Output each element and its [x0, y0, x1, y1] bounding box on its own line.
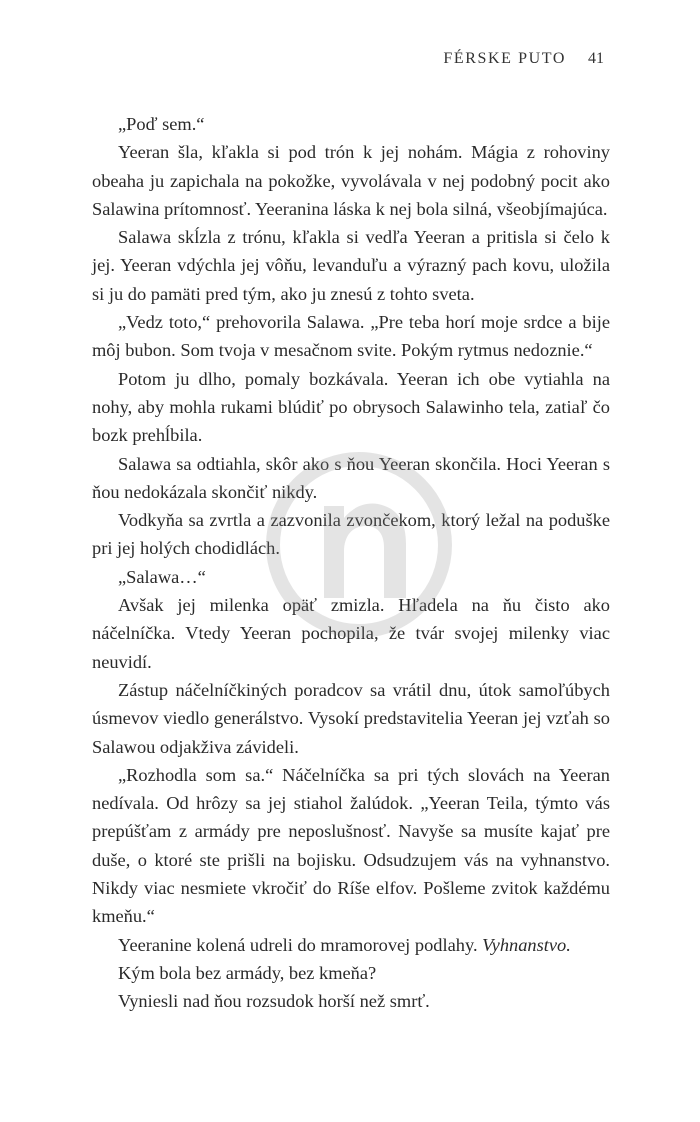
chapter-title: FÉRSKE PUTO — [443, 50, 566, 67]
paragraph: Vyniesli nad ňou rozsudok horší než smrť. — [118, 991, 430, 1012]
paragraph: Zástup náčelníčkiných poradcov sa vrátil dnu, útok samoľúbych úsmevov viedlo generálstvo. Vysokí predstavitelia Yeeran jej vzťah so Salawou odjakživa závideli. — [92, 679, 610, 757]
paragraph: Salawa sa odtiahla, skôr ako s ňou Yeeran skončila. Hoci Yeeran s ňou nedokázala skončiť nikdy. — [92, 453, 610, 502]
paragraph-text: Yeeranine kolená udreli do mramorovej podlahy. — [118, 934, 483, 955]
paragraph: Yeeran šla, kľakla si pod trón k jej nohám. Mágia z rohoviny obeaha ju zapichala na pokožke, vyvolávala v nej podobný pocit ako Salawina prítomnosť. Yeeranina láska k nej bola silná, všeobjímajúca. — [92, 142, 610, 219]
paragraph: Potom ju dlho, pomaly bozkávala. Yeeran ich obe vytiahla na nohy, aby mohla rukami blúdiť po obrysoch Salawinho tela, zatiaľ čo bozk prehĺbila. — [92, 368, 610, 446]
paragraph: „Poď sem.“ — [118, 114, 205, 134]
paragraph: Vodkyňa sa zvrtla a zazvonila zvončekom, ktorý ležal na poduške pri jej holých chodidlách. — [92, 510, 610, 559]
paragraph: Avšak jej milenka opäť zmizla. Hľadela na ňu čisto ako náčelníčka. Vtedy Yeeran pochopila, že tvár svojej milenky viac neuvidí. — [92, 595, 610, 672]
paragraph-with-italic — [92, 931, 610, 959]
paragraph: Kým bola bez armády, bez kmeňa? — [118, 962, 377, 983]
paragraph: Salawa skĺzla z trónu, kľakla si vedľa Yeeran a pritisla si čelo k jej. Yeeran vdýchla jej vôňu, levanduľu a výrazný pach kovu, uložila si ju do pamäti pred tým, ako ju znesú z tohto sveta. — [92, 227, 610, 304]
page-number: 41 — [588, 50, 604, 67]
paragraph: „Salawa…“ — [118, 566, 206, 587]
running-header — [443, 50, 604, 68]
paragraph: „Vedz toto,“ prehovorila Salawa. „Pre teba horí moje srdce a bije môj bubon. Som tvoja v mesačnom svite. Pokým rytmus nedoznie.“ — [92, 312, 610, 361]
body-text — [92, 110, 610, 1016]
paragraph: „Rozhodla som sa.“ Náčelníčka sa pri tých slovách na Yeeran nedívala. Od hrôzy sa jej stiahol žalúdok. „Yeeran Teila, týmto vás prepúšťam z armády pre neposlušnosť. Navyše sa musíte kajať pre duše, o ktoré ste prišli na bojisku. Odsudzujem vás na vyhnanstvo. Nikdy viac nesmiete vkročiť do Ríše elfov. Pošleme zvitok každému kmeňu.“ — [92, 764, 610, 927]
italic-word: Vyhnanstvo. — [482, 934, 571, 955]
